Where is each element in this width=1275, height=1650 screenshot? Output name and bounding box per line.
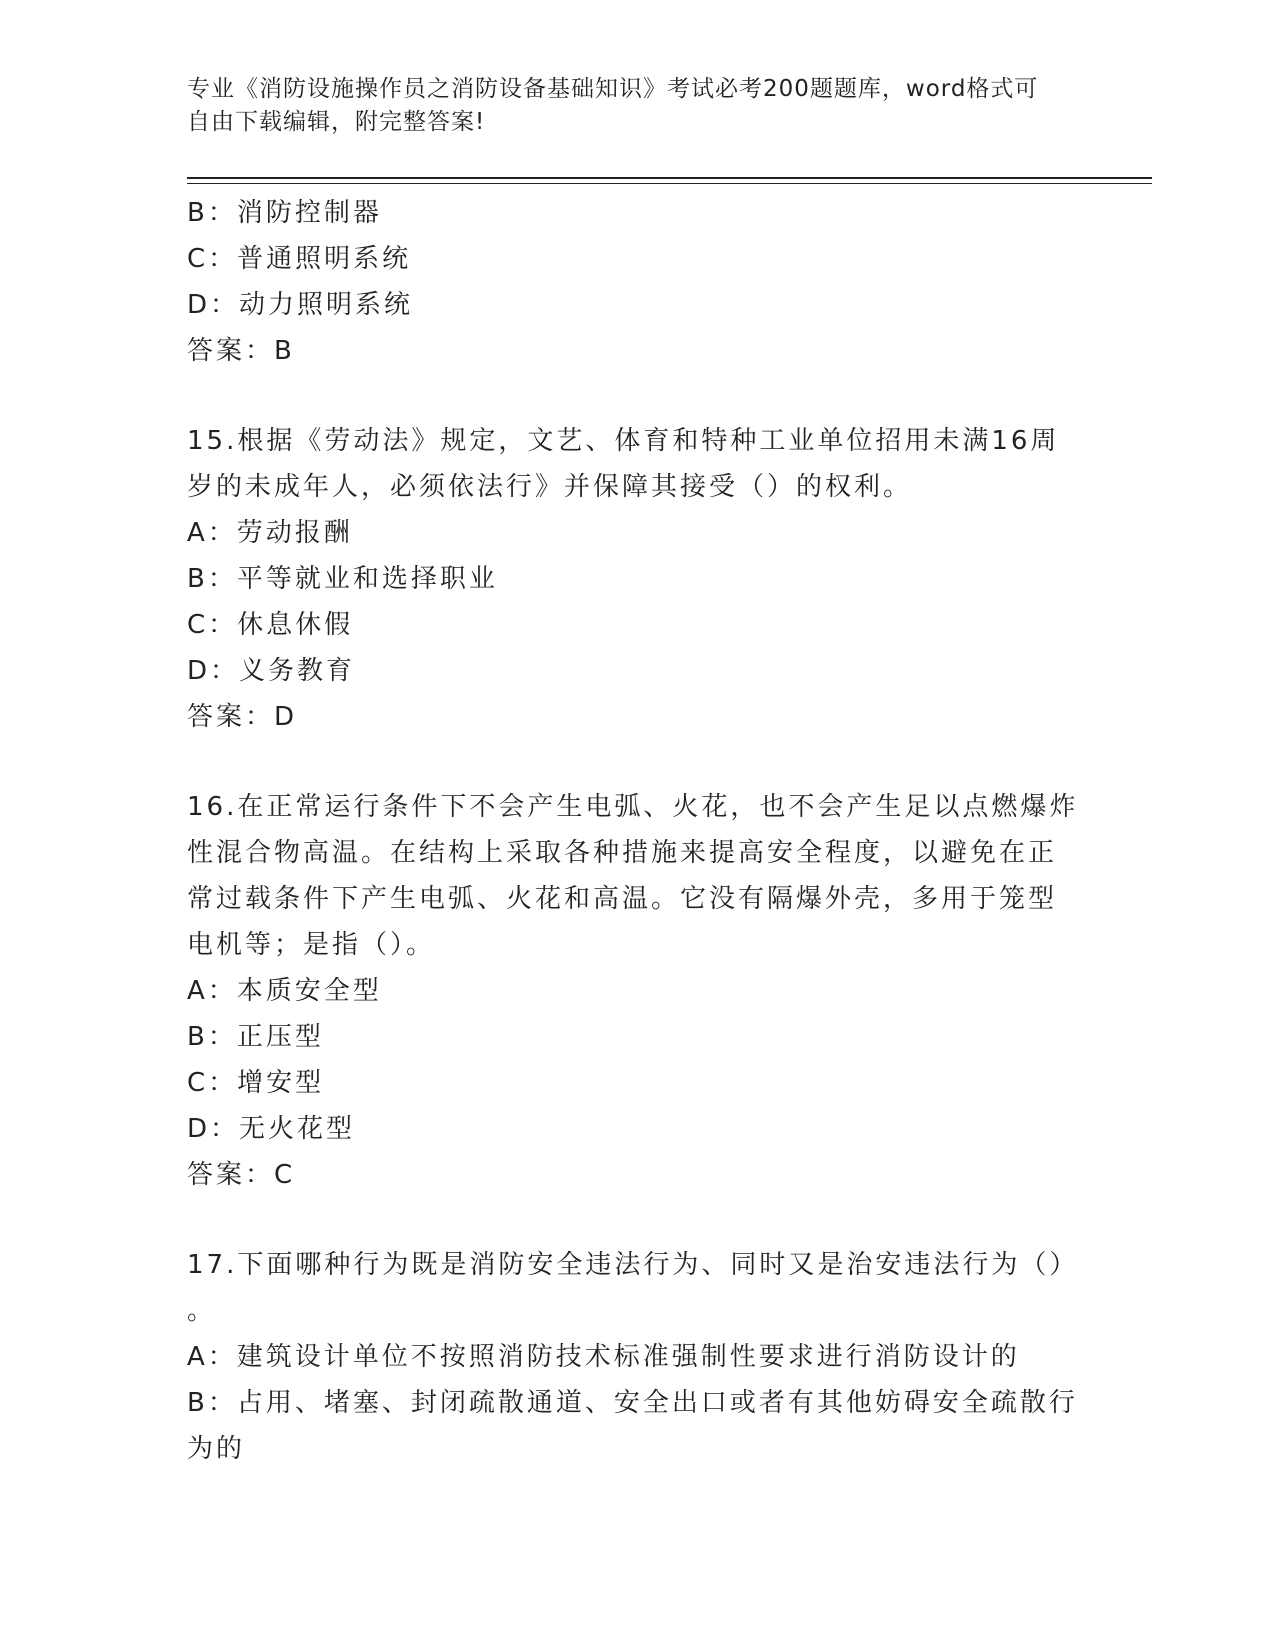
option-c: C：普通照明系统 bbox=[187, 244, 412, 274]
question-16-block bbox=[187, 784, 1087, 1198]
option-a: A：劳动报酬 bbox=[187, 518, 353, 548]
question-stem: 16.在正常运行条件下不会产生电弧、火花，也不会产生足以点燃爆炸 bbox=[187, 792, 1079, 822]
question-stem: 电机等；是指（）。 bbox=[187, 930, 436, 960]
question-stem: 常过载条件下产生电弧、火花和高温。它没有隔爆外壳，多用于笼型 bbox=[187, 884, 1058, 914]
question-14-block bbox=[187, 190, 1087, 374]
header-divider-thin bbox=[187, 183, 1152, 184]
header-line-1: 专业《消防设施操作员之消防设备基础知识》考试必考200题题库，word格式可 bbox=[187, 76, 1039, 102]
answer: 答案：B bbox=[187, 336, 295, 366]
header-line-2: 自由下载编辑，附完整答案! bbox=[187, 109, 486, 135]
option-b: B：平等就业和选择职业 bbox=[187, 564, 498, 594]
question-stem: 岁的未成年人，必须依法行》并保障其接受（）的权利。 bbox=[187, 472, 913, 502]
answer: 答案：C bbox=[187, 1160, 296, 1190]
option-a: A：建筑设计单位不按照消防技术标准强制性要求进行消防设计的 bbox=[187, 1342, 1020, 1372]
question-17-block bbox=[187, 1242, 1087, 1472]
question-stem: 。 bbox=[187, 1296, 217, 1326]
option-b-continued: 为的 bbox=[187, 1434, 246, 1464]
option-d: D：动力照明系统 bbox=[187, 290, 414, 320]
document-header bbox=[187, 73, 1067, 139]
question-content bbox=[187, 190, 1087, 1472]
question-stem: 15.根据《劳动法》规定，文艺、体育和特种工业单位招用未满16周 bbox=[187, 426, 1060, 456]
option-c: C：增安型 bbox=[187, 1068, 325, 1098]
question-stem: 17.下面哪种行为既是消防安全违法行为、同时又是治安违法行为（） bbox=[187, 1250, 1079, 1280]
option-b: B：正压型 bbox=[187, 1022, 324, 1052]
option-c: C：休息休假 bbox=[187, 610, 354, 640]
option-b: B：消防控制器 bbox=[187, 198, 382, 228]
option-d: D：义务教育 bbox=[187, 656, 356, 686]
header-divider-thick bbox=[187, 177, 1152, 179]
option-d: D：无火花型 bbox=[187, 1114, 356, 1144]
question-stem: 性混合物高温。在结构上采取各种措施来提高安全程度，以避免在正 bbox=[187, 838, 1058, 868]
answer: 答案：D bbox=[187, 702, 298, 732]
question-15-block bbox=[187, 418, 1087, 740]
option-a: A：本质安全型 bbox=[187, 976, 382, 1006]
option-b: B：占用、堵塞、封闭疏散通道、安全出口或者有其他妨碍安全疏散行 bbox=[187, 1388, 1078, 1418]
